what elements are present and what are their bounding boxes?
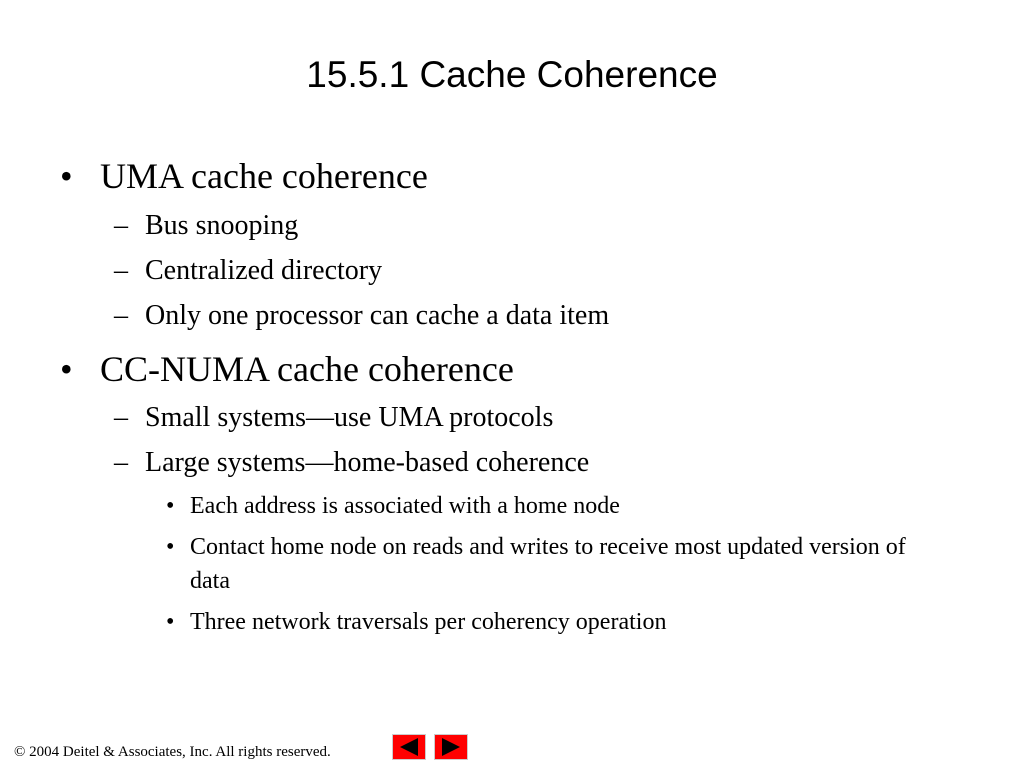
left-triangle-icon [393, 735, 425, 759]
sub-bullet-text: Bus snooping [145, 210, 299, 241]
bullet-marker: • [166, 609, 175, 635]
bullet-cc-numa-cache-coherence [60, 349, 514, 389]
bullet-text: CC-NUMA cache coherence [100, 349, 514, 389]
sub-bullet-small-systems [114, 402, 554, 434]
bullet-marker: • [166, 493, 175, 519]
sub-sub-bullet-contact-home-node [166, 530, 930, 598]
dash-marker: – [114, 255, 128, 286]
right-triangle-icon [435, 735, 467, 759]
bullet-marker: • [60, 349, 73, 389]
sub-bullet-large-systems [114, 447, 590, 479]
copyright-text: 2004 Deitel & Associates, Inc. All rights reserved. [29, 744, 331, 760]
sub-bullet-centralized-directory [114, 255, 383, 287]
dash-marker: – [114, 300, 128, 331]
sub-sub-bullet-text: Three network traversals per coherency operation [190, 609, 667, 635]
dash-marker: – [114, 402, 128, 433]
sub-sub-bullet-network-traversals [166, 608, 667, 636]
dash-marker: – [114, 447, 128, 478]
copyright-symbol: © [14, 744, 26, 760]
bullet-text: UMA cache coherence [100, 156, 428, 196]
sub-sub-bullet-text: Contact home node on reads and writes to receive most updated version of data [190, 534, 906, 594]
sub-bullet-bus-snooping [114, 210, 299, 242]
previous-slide-button[interactable] [392, 734, 426, 760]
bullet-marker: • [60, 156, 73, 196]
next-slide-button[interactable] [434, 734, 468, 760]
dash-marker: – [114, 210, 128, 241]
bullet-uma-cache-coherence [60, 156, 428, 196]
sub-bullet-text: Only one processor can cache a data item [145, 300, 610, 331]
slide-title: 15.5.1 Cache Coherence [306, 54, 718, 95]
copyright-footer [14, 742, 331, 762]
bullet-marker: • [166, 534, 175, 560]
sub-sub-bullet-home-node [166, 492, 620, 520]
sub-bullet-text: Small systems—use UMA protocols [145, 402, 554, 433]
sub-bullet-text: Large systems—home-based coherence [145, 447, 590, 478]
sub-sub-bullet-text: Each address is associated with a home node [190, 493, 620, 519]
sub-bullet-one-processor [114, 300, 610, 332]
sub-bullet-text: Centralized directory [145, 255, 383, 286]
